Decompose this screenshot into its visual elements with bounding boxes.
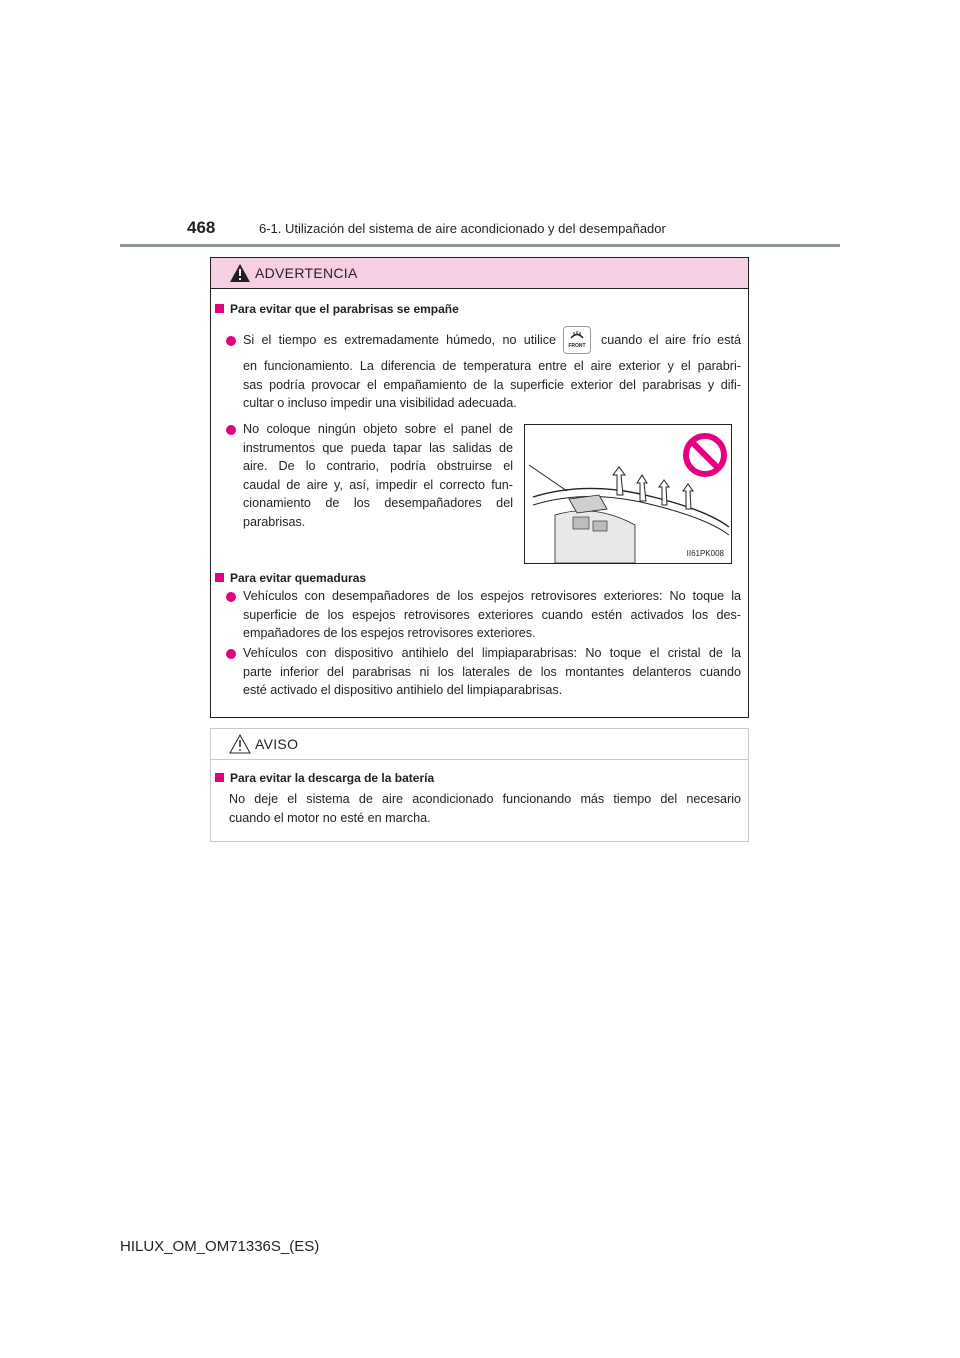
prohibited-icon (686, 436, 724, 474)
caution-triangle-icon (229, 734, 251, 754)
bullet-icon (226, 649, 236, 659)
front-button-label: FRONT (568, 343, 586, 349)
warning-subheading-fog: Para evitar que el parabrisas se empañe (215, 302, 459, 316)
paragraph-humid-b: cuando el aire frío está (601, 333, 741, 347)
bullet-icon (226, 592, 236, 602)
notice-title: AVISO (255, 736, 299, 752)
square-bullet-icon (215, 773, 224, 782)
warning-triangle-icon (229, 263, 251, 283)
paragraph-dashboard: No coloque ningún objeto sobre el panel de instrumentos que pueda tapar las salidas de aire. De lo contrario, podría obstruirse el caudal de aire y, así, impedir el correcto fun- cionamiento de los desempañadores del parabrisas. (243, 422, 513, 529)
document-code: HILUX_OM_OM71336S_(ES) (120, 1238, 320, 1255)
bullet-icon (226, 336, 236, 346)
dashboard-drawing (525, 425, 731, 563)
bullet-icon (226, 425, 236, 435)
paragraph-wiper: Vehículos con dispositivo antihielo del limpiaparabrisas: No toque el cristal de la parte inferior del parabrisas ni los laterales de los montantes delanteros cuando esté activado el dispositivo antihielo del limpiaparabrisas. (243, 646, 741, 697)
paragraph-mirrors: Vehículos con desempañadores de los espejos retrovisores exteriores: No toque la superficie de los espejos retrovisores exteriores cuando estén activados los des- empañadores de los espejos retrovisores exteriores. (243, 589, 741, 640)
warning-title: ADVERTENCIA (255, 265, 358, 281)
page-number: 468 (187, 218, 216, 237)
paragraph-humid-rest: en funcionamiento. La diferencia de temperatura entre el aire exterior y el parabri- sas podría provocar el empañamiento de la superficie exterior del parabrisas y difi- cultar o incluso impedir una visibilidad adecuada. (243, 359, 741, 410)
header-rule (120, 244, 840, 247)
square-bullet-icon (215, 573, 224, 582)
notice-subheading-battery: Para evitar la descarga de la batería (215, 771, 434, 785)
warning-header (211, 258, 748, 289)
section-title: 6-1. Utilización del sistema de aire acondicionado y del desempañador (259, 221, 666, 236)
warning-subheading-burns: Para evitar quemaduras (215, 571, 366, 585)
dashboard-illustration (524, 424, 732, 564)
notice-header (211, 729, 748, 760)
figure-code: II61PK008 (686, 549, 724, 558)
front-defroster-icon (563, 326, 591, 354)
paragraph-humid-a: Si el tiempo es extremadamente húmedo, no utilice (243, 333, 556, 347)
square-bullet-icon (215, 304, 224, 313)
paragraph-battery: No deje el sistema de aire acondicionado funcionando más tiempo del necesario cuando el motor no esté en marcha. (229, 792, 741, 825)
